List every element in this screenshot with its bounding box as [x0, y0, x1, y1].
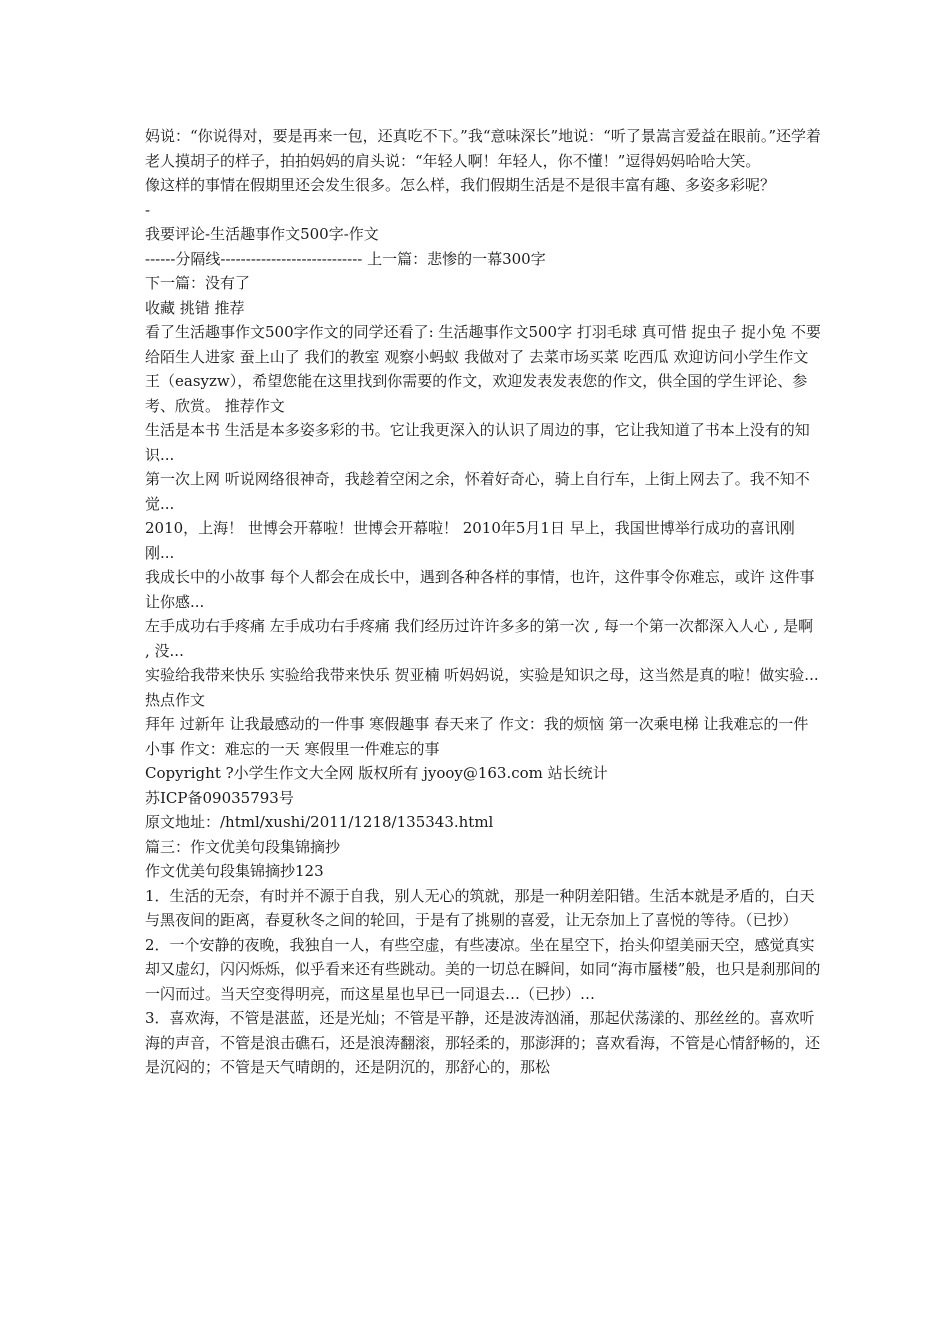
- paragraph: 第一次上网 听说网络很神奇，我趁着空闲之余，怀着好奇心，骑上自行车，上街上网去了。我不知不觉...: [145, 470, 810, 513]
- paragraph: 拜年 过新年 让我最感动的一件事 寒假趣事 春天来了 作文：我的烦恼 第一次乘电梯 让我难忘的一件小事 作文：难忘的一天 寒假里一件难忘的事: [145, 715, 809, 758]
- document-body: [145, 124, 821, 1080]
- subtitle: 作文优美句段集锦摘抄123: [145, 862, 324, 880]
- paragraph: 像这样的事情在假期里还会发生很多。怎么样，我们假期生活是不是很丰富有趣、多姿多彩呢？: [145, 176, 776, 194]
- paragraph: 左手成功右手疼痛 左手成功右手疼痛 我们经历过许许多多的第一次 , 每一个第一次都深入人心 , 是啊 , 没...: [145, 617, 814, 660]
- paragraph: 2010，上海！ 世博会开幕啦！世博会开幕啦！ 2010年5月1日 早上，我国世博举行成功的喜讯刚刚...: [145, 519, 795, 562]
- paragraph: 生活是本书 生活是本多姿多彩的书。它让我更深入的认识了周边的事，它让我知道了书本上没有的知识...: [145, 421, 810, 464]
- paragraph: 妈说：“你说得对，要是再来一包，还真吃不下。”我“意味深长”地说：“听了景嵩言爱益在眼前。”还学着老人摸胡子的样子，拍拍妈妈的肩头说：“年轻人啊！年轻人，你不懂！”逗得妈妈哈哈大笑。: [145, 127, 822, 170]
- paragraph: 收藏 挑错 推荐: [145, 298, 245, 317]
- source-url-line: 原文地址：/html/xushi/2011/1218/135343.html: [145, 813, 494, 831]
- paragraph: -: [145, 200, 151, 219]
- paragraph: 我成长中的小故事 每个人都会在成长中，遇到各种各样的事情，也许，这件事令你难忘，或许 这件事让你感...: [145, 568, 815, 611]
- section-title: 篇三：作文优美句段集锦摘抄: [145, 837, 341, 856]
- paragraph: 1．生活的无奈，有时并不源于自我，别人无心的筑就，那是一种阴差阳错。生活本就是矛盾的，白天与黑夜间的距离，春夏秋冬之间的轮回，于是有了挑剔的喜爱，让无奈加上了喜悦的等待。（已抄）: [145, 886, 815, 929]
- paragraph: 我要评论-生活趣事作文500字-作文: [145, 225, 379, 243]
- paragraph: ------分隔线---------------------------- 上一篇：悲惨的一幕300字: [145, 249, 546, 268]
- paragraph: 下一篇：没有了: [145, 274, 251, 292]
- paragraph: 3．喜欢海，不管是湛蓝，还是光灿；不管是平静，还是波涛汹涌，那起伏荡漾的、那丝丝的。喜欢听海的声音，不管是浪击礁石，还是浪涛翻滚，那轻柔的，那澎湃的；喜欢看海，不管是心情舒畅的，还是沉闷的；不管是天气晴朗的，还是阴沉的，那舒心的，那松: [145, 1009, 821, 1076]
- paragraph: 实验给我带来快乐 实验给我带来快乐 贺亚楠 听妈妈说，实验是知识之母，这当然是真的啦！做实验...: [145, 666, 819, 684]
- copyright-line: Copyright ?小学生作文大全网 版权所有 jyooy@163.com 站长统计: [145, 764, 608, 782]
- section-heading: 热点作文: [145, 690, 206, 709]
- paragraph: 2．一个安静的夜晚，我独自一人，有些空虚，有些凄凉。坐在星空下，抬头仰望美丽天空，感觉真实却又虚幻，闪闪烁烁，似乎看来还有些跳动。美的一切总在瞬间，如同“海市蜃楼”般，也只是刹那间的一闪而过。当天空变得明亮，而这星星也早已一同退去…（已抄）…: [145, 935, 821, 1003]
- paragraph: 看了生活趣事作文500字作文的同学还看了: 生活趣事作文500字 打羽毛球 真可惜 捉虫子 捉小兔 不要给陌生人进家 蚕上山了 我们的教室 观察小蚂蚁 我做对了 去菜市场买菜 吃西瓜 欢迎访问小学生作文王（easyzw），希望您能在这里找到你需要的作文，欢迎发表发表您的作文，供全国的学生评论、参考、欣赏。 推荐作文: [145, 323, 821, 415]
- icp-line: 苏ICP备09035793号: [145, 788, 294, 807]
